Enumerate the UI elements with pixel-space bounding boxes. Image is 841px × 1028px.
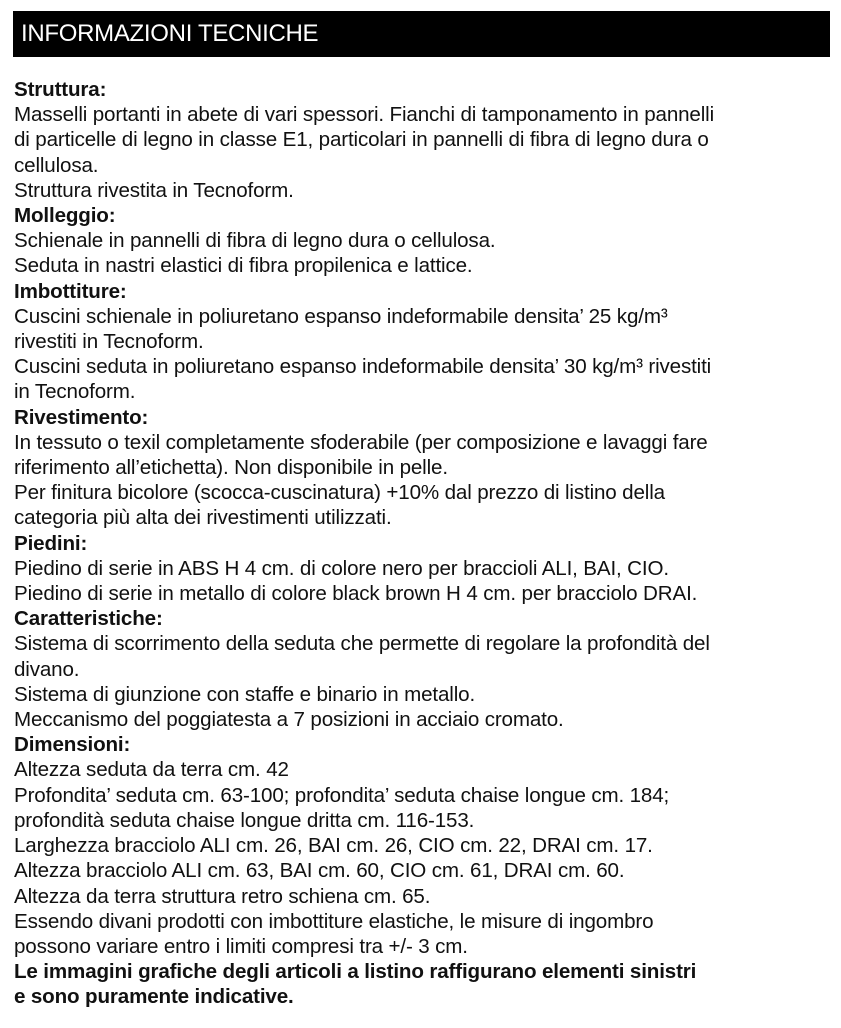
caratteristiche-line: Meccanismo del poggiatesta a 7 posizioni in acciaio cromato. [14,708,564,732]
page-title: INFORMAZIONI TECNICHE [21,20,319,47]
rivestimento-line: riferimento all’etichetta). Non disponibile in pelle. [14,456,448,480]
struttura-line: Masselli portanti in abete di vari spessori. Fianchi di tamponamento in pannelli [14,103,715,127]
dimensioni-line: Altezza da terra struttura retro schiena cm. 65. [14,884,431,908]
footer-note-line: Le immagini grafiche degli articoli a listino raffigurano elementi sinistri [14,960,697,984]
caratteristiche-line: divano. [14,657,80,681]
dimensioni-line: profondità seduta chaise longue dritta cm. 116-153. [14,808,475,832]
section-header-bar [13,11,830,57]
section-title-piedini: Piedini: [14,531,88,555]
caratteristiche-line: Sistema di scorrimento della seduta che permette di regolare la profondità del [14,632,710,656]
technical-info-body [14,77,829,1010]
caratteristiche-line: Sistema di giunzione con staffe e binario in metallo. [14,682,476,706]
struttura-line: cellulosa. [14,153,99,177]
imbottiture-line: Cuscini schienale in poliuretano espanso indeformabile densita’ 25 kg/m³ [14,304,668,328]
dimensioni-line: possono variare entro i limiti compresi tra +/- 3 cm. [14,934,468,958]
dimensioni-line: Altezza seduta da terra cm. 42 [14,758,289,782]
dimensioni-line: Larghezza bracciolo ALI cm. 26, BAI cm. 26, CIO cm. 22, DRAI cm. 17. [14,834,653,858]
dimensioni-line: Profondita’ seduta cm. 63-100; profondita’ seduta chaise longue cm. 184; [14,783,670,807]
rivestimento-line: In tessuto o texil completamente sfoderabile (per composizione e lavaggi fare [14,430,708,454]
section-title-imbottiture: Imbottiture: [14,279,127,303]
rivestimento-line: Per finitura bicolore (scocca-cuscinatura) +10% dal prezzo di listino della [14,481,665,505]
dimensioni-line: Essendo divani prodotti con imbottiture elastiche, le misure di ingombro [14,909,654,933]
section-title-dimensioni: Dimensioni: [14,733,131,757]
piedini-line: Piedino di serie in ABS H 4 cm. di colore nero per braccioli ALI, BAI, CIO. [14,556,669,580]
molleggio-line: Schienale in pannelli di fibra di legno dura o cellulosa. [14,229,496,253]
imbottiture-line: rivestiti in Tecnoform. [14,330,204,354]
rivestimento-line: categoria più alta dei rivestimenti utilizzati. [14,506,392,530]
piedini-line: Piedino di serie in metallo di colore black brown H 4 cm. per bracciolo DRAI. [14,582,698,606]
struttura-line: Struttura rivestita in Tecnoform. [14,178,294,202]
struttura-line: di particelle di legno in classe E1, particolari in pannelli di fibra di legno dura o [14,128,709,152]
dimensioni-line: Altezza bracciolo ALI cm. 63, BAI cm. 60, CIO cm. 61, DRAI cm. 60. [14,859,625,883]
section-title-struttura: Struttura: [14,78,107,101]
section-title-molleggio: Molleggio: [14,204,116,228]
section-title-rivestimento: Rivestimento: [14,405,149,429]
footer-note-line: e sono puramente indicative. [14,985,294,1009]
molleggio-line: Seduta in nastri elastici di fibra propilenica e lattice. [14,254,473,278]
imbottiture-line: Cuscini seduta in poliuretano espanso indeformabile densita’ 30 kg/m³ rivestiti [14,355,712,379]
section-title-caratteristiche: Caratteristiche: [14,607,163,631]
imbottiture-line: in Tecnoform. [14,380,136,404]
